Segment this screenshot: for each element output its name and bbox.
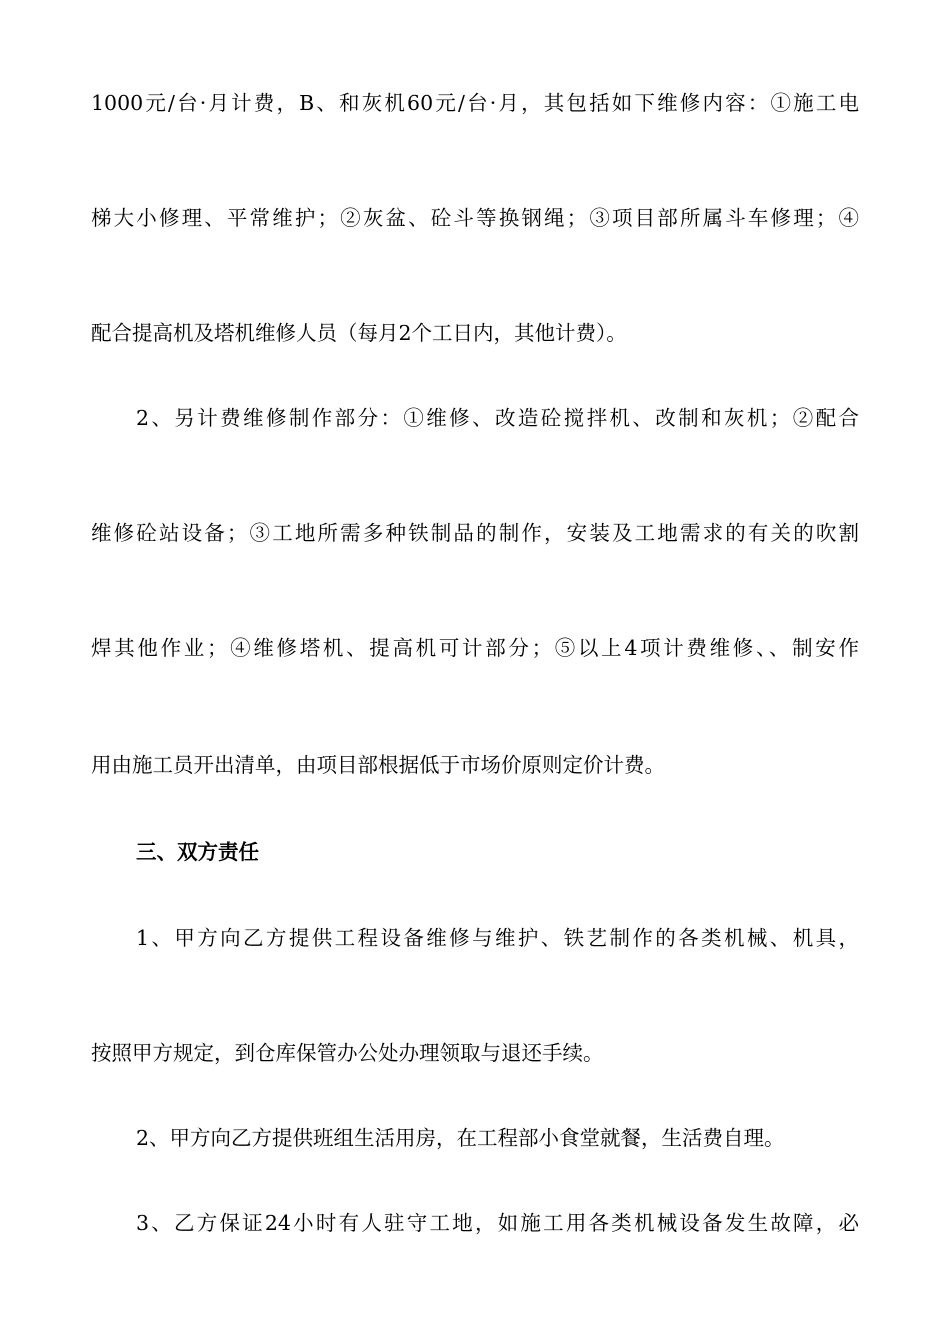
- paragraph-line: 2、另计费维修制作部分：①维修、改造砼搅拌机、改制和灰机；②配合: [136, 406, 859, 430]
- paragraph-line: 梯大小修理、平常维护；②灰盆、砼斗等换钢绳；③项目部所属斗车修理；④: [91, 206, 859, 230]
- paragraph-line: 配合提高机及塔机维修人员（每月2个工日内，其他计费）。: [91, 321, 627, 345]
- section-heading: 三、双方责任: [136, 840, 259, 864]
- paragraph-line: 3、乙方保证24小时有人驻守工地，如施工用各类机械设备发生故障，必: [136, 1211, 859, 1235]
- paragraph-line: 维修砼站设备；③工地所需多种铁制品的制作，安装及工地需求的有关的吹割: [91, 521, 859, 545]
- paragraph-line: 焊其他作业；④维修塔机、提高机可计部分；⑤以上4项计费维修、、制安作: [91, 636, 859, 660]
- paragraph-line: 用由施工员开出清单，由项目部根据低于市场价原则定价计费。: [91, 753, 665, 777]
- paragraph-line: 1000元/台·月计费，B、和灰机60元/台·月，其包括如下维修内容：①施工电: [91, 91, 859, 115]
- paragraph-line: 1、甲方向乙方提供工程设备维修与维护、铁艺制作的各类机械、机具，: [136, 926, 859, 950]
- paragraph-line: 2、甲方向乙方提供班组生活用房，在工程部小食堂就餐，生活费自理。: [136, 1126, 785, 1150]
- paragraph-line: 按照甲方规定，到仓库保管办公处办理领取与退还手续。: [91, 1041, 604, 1065]
